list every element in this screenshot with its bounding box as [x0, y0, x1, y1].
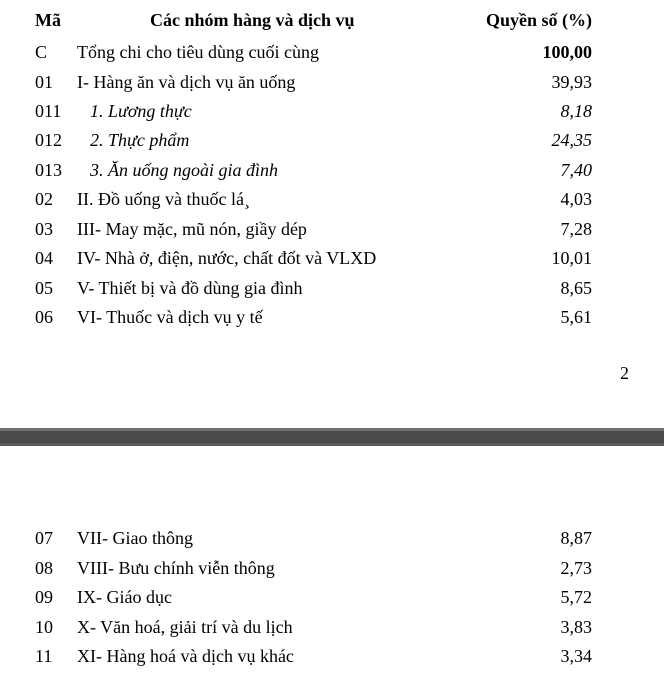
row-weight: 2,73: [560, 558, 592, 578]
row-name: VI- Thuốc và dịch vụ y tế: [77, 307, 263, 327]
column-header-code: Mã: [35, 10, 61, 30]
row-weight: 39,93: [551, 72, 592, 92]
row-code: 04: [35, 248, 53, 268]
column-header-name: Các nhóm hàng và dịch vụ: [150, 10, 355, 30]
table-row: [0, 613, 664, 642]
row-weight: 8,87: [560, 528, 592, 548]
table-row: [0, 38, 664, 67]
row-code: 05: [35, 278, 53, 298]
table-row: [0, 303, 664, 332]
row-code: 06: [35, 307, 53, 327]
row-name: 3. Ăn uống ngoài gia đình: [90, 160, 278, 180]
row-name: IV- Nhà ở, điện, nước, chất đốt và VLXD: [77, 248, 377, 268]
table-row: [0, 215, 664, 244]
row-name: I- Hàng ăn và dịch vụ ăn uống: [77, 72, 296, 92]
row-code: 02: [35, 189, 53, 209]
row-weight: 8,18: [560, 101, 592, 121]
table-row: [0, 68, 664, 97]
table-row: [0, 156, 664, 185]
table-row: [0, 126, 664, 155]
row-weight: 5,61: [560, 307, 592, 327]
row-name: II. Đồ uống và thuốc lá¸: [77, 189, 250, 209]
row-code: 07: [35, 528, 53, 548]
row-weight: 10,01: [551, 248, 592, 268]
row-code: 011: [35, 101, 62, 121]
row-weight: 7,40: [560, 160, 592, 180]
column-header-weight: Quyền số (%): [485, 10, 592, 30]
row-code: 11: [35, 646, 53, 666]
table-row: [0, 185, 664, 214]
page-number: 2: [620, 363, 629, 383]
row-code: 03: [35, 219, 53, 239]
table-row: [0, 274, 664, 303]
row-code: 012: [35, 130, 62, 150]
row-name: IX- Giáo dục: [77, 587, 172, 607]
row-weight: 5,72: [560, 587, 592, 607]
row-name: Tổng chi cho tiêu dùng cuối cùng: [77, 42, 319, 62]
row-name: 2. Thực phẩm: [90, 130, 190, 150]
row-code: 10: [35, 617, 53, 637]
row-name: VII- Giao thông: [77, 528, 193, 548]
row-name: XI- Hàng hoá và dịch vụ khác: [77, 646, 294, 666]
row-weight: 8,65: [560, 278, 592, 298]
table-row: [0, 642, 664, 671]
row-weight: 100,00: [542, 42, 592, 62]
row-code: 013: [35, 160, 62, 180]
table-header: [0, 6, 664, 35]
row-name: V- Thiết bị và đồ dùng gia đình: [77, 278, 303, 298]
row-name: 1. Lương thực: [90, 101, 192, 121]
row-name: X- Văn hoá, giải trí và du lịch: [77, 617, 293, 637]
table-row: [0, 244, 664, 273]
table-row: [0, 554, 664, 583]
table-row: [0, 97, 664, 126]
row-weight: 3,34: [560, 646, 592, 666]
table-row: [0, 524, 664, 553]
row-weight: 24,35: [551, 130, 592, 150]
page-break-divider: [0, 428, 664, 446]
row-code: 08: [35, 558, 53, 578]
document-page-bottom: [0, 446, 664, 678]
row-code: 01: [35, 72, 53, 92]
row-name: III- May mặc, mũ nón, giầy dép: [77, 219, 307, 239]
row-weight: 7,28: [560, 219, 592, 239]
row-name: VIII- Bưu chính viễn thông: [77, 558, 275, 578]
row-weight: 4,03: [560, 189, 592, 209]
table-row: [0, 583, 664, 612]
row-weight: 3,83: [560, 617, 592, 637]
row-code: 09: [35, 587, 53, 607]
row-code: C: [35, 42, 48, 62]
